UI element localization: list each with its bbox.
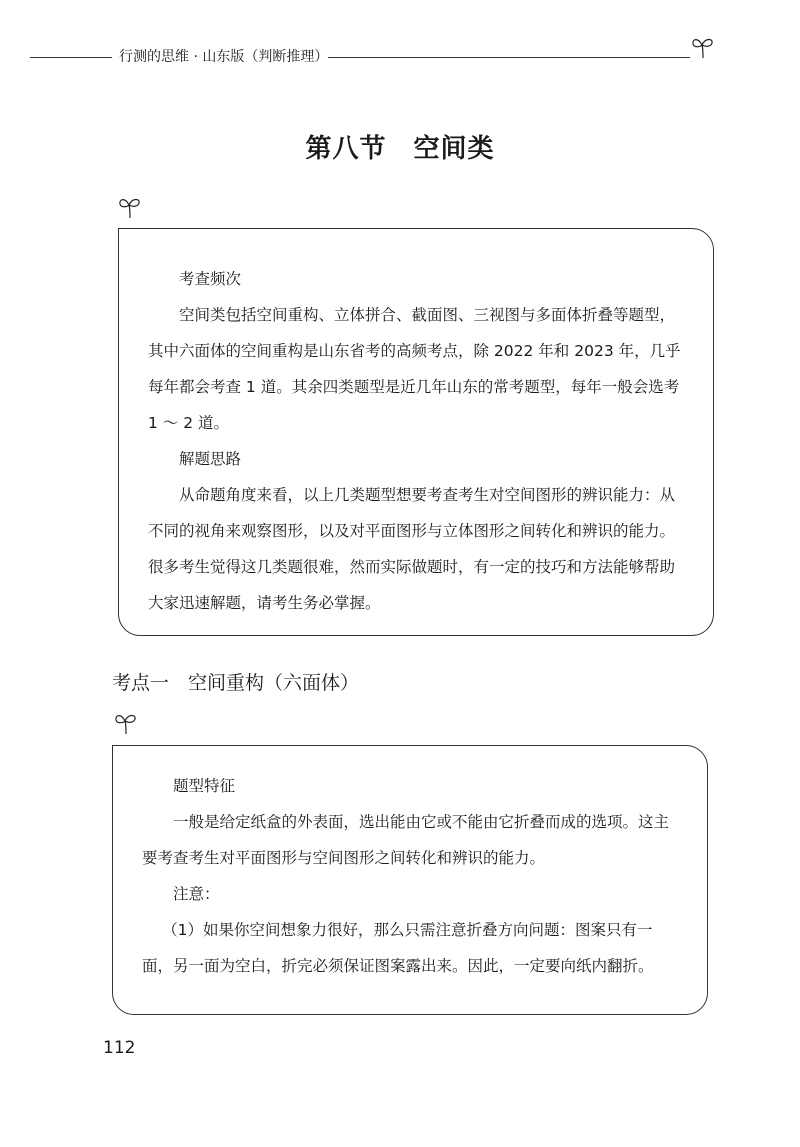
features-content bbox=[142, 768, 677, 984]
note-label: 注意： bbox=[173, 885, 220, 903]
heading-approach: 解题思路 bbox=[179, 450, 242, 468]
header-rule-right bbox=[328, 57, 690, 58]
overview-content bbox=[148, 261, 683, 621]
paragraph-frequency: 空间类包括空间重构、立体拼合、截面图、三视图与多面体折叠等题型，其中六面体的空间重构是山东省考的高频考点，除 2022 年和 2023 年，几乎每年都会考查 1 道。其余四类题型是近几年山东的常考题型，每年一般会选考 1 ～ 2 道。 bbox=[148, 306, 681, 432]
section-title: 考点一 空间重构（六面体） bbox=[112, 672, 360, 694]
page-number: 112 bbox=[103, 1038, 136, 1058]
heading-features: 题型特征 bbox=[173, 777, 236, 795]
sprout-icon bbox=[690, 34, 716, 60]
note-item-1: （1）如果你空间想象力很好，那么只需注意折叠方向问题：图案只有一面，另一面为空白，折完必须保证图案露出来。因此，一定要向纸内翻折。 bbox=[142, 921, 654, 975]
running-header: 行测的思维 · 山东版（判断推理） bbox=[119, 49, 329, 65]
header-rule-left bbox=[30, 57, 112, 58]
paragraph-features: 一般是给定纸盒的外表面，选出能由它或不能由它折叠而成的选项。这主要考查考生对平面图形与空间图形之间转化和辨识的能力。 bbox=[142, 813, 670, 867]
paragraph-approach: 从命题角度来看，以上几类题型想要考查考生对空间图形的辨识能力：从不同的视角来观察图形，以及对平面图形与立体图形之间转化和辨识的能力。很多考生觉得这几类题很难，然而实际做题时，有一定的技巧和方法能够帮助大家迅速解题，请考生务必掌握。 bbox=[148, 486, 676, 612]
sprout-icon bbox=[116, 194, 146, 220]
page-title: 第八节 空间类 bbox=[305, 134, 495, 164]
heading-frequency: 考查频次 bbox=[179, 270, 242, 288]
sprout-icon bbox=[112, 710, 142, 736]
